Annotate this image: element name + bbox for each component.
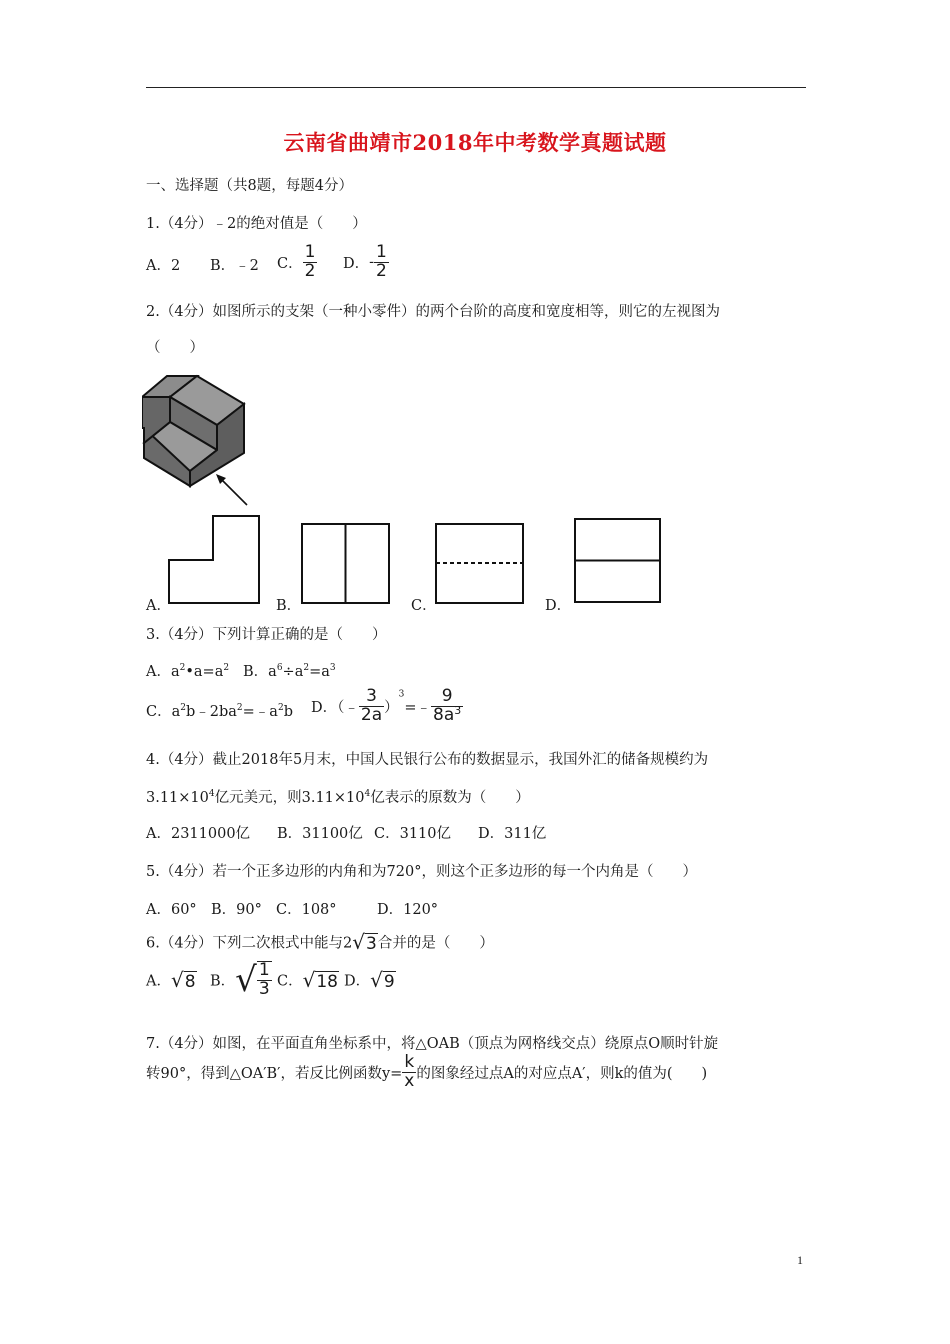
section-heading: 一、选择题（共8题，每题4分） (146, 178, 353, 194)
question-3-option-b: B．$a^6\div a^2=a^3$ (243, 663, 336, 680)
radical: √8 (170, 968, 196, 992)
question-2-option-c: C． (411, 598, 437, 614)
question-5-option-c: C．108° (276, 902, 337, 918)
question-2-paren: （ ） (146, 340, 204, 356)
stair-bracket-figure (142, 368, 272, 508)
question-4-line2: $3.11\times 10^4$亿元美元，则$3.11\times 10^4$亿表示的原数为（ ） (146, 789, 530, 806)
question-6-option-b: B．√ $\frac{1}{3}$ (210, 960, 270, 1000)
fraction: $\frac{k}{x}$ (404, 1052, 415, 1091)
question-3-option-d: D．（﹣ $\frac{3}{2a}$ ）$^3$=﹣ $\frac{9}{8a^3}$ (311, 686, 462, 725)
fraction: $\frac{9}{8a^3}$ (433, 686, 462, 725)
question-5-option-b: B．90° (211, 902, 262, 918)
question-2-option-d: D． (545, 598, 572, 614)
question-4-option-d: D．311亿 (478, 826, 547, 842)
question-1-stem: 1.（4分）﹣2的绝对值是（ ） (146, 216, 367, 232)
question-2-stem: 2.（4分）如图所示的支架（一种小零件）的两个台阶的高度和宽度相等，则它的左视图为 (146, 304, 721, 320)
fraction: $\frac{1}{2}$ (304, 242, 316, 281)
question-1-option-b: B．﹣2 (210, 258, 259, 274)
page-number: 1 (797, 1253, 803, 1267)
page-title: 云南省曲靖市2018年中考数学真题试题 (283, 130, 667, 155)
question-6-stem: 6.（4分）下列二次根式中能与2√3合并的是（ ） (146, 930, 494, 954)
question-4-option-a: A．2311000亿 (146, 826, 251, 842)
radical: √18 (302, 968, 338, 992)
option-a-l-shape (167, 514, 263, 606)
question-3-option-c: C．$a^2b﹣2ba^2=﹣a^2b$ (146, 703, 293, 720)
question-7-line2: 转90°，得到△OA′B′，若反比例函数y= $\frac{k}{x}$ 的图象经过点A的对应点A′，则k的值为( ) (146, 1052, 708, 1091)
question-4-option-b: B．31100亿 (277, 826, 363, 842)
fraction: $\frac{3}{2a}$ (360, 686, 383, 725)
option-b-split-vertical (300, 522, 392, 606)
fraction: $\frac{1}{2}$ (376, 242, 387, 281)
fraction: $\frac{1}{3}$ (258, 960, 270, 999)
question-4-option-c: C．3110亿 (374, 826, 451, 842)
view-arrow (220, 478, 247, 505)
question-2-option-a: A． (146, 598, 171, 614)
question-3-option-a: A．$a^2•a=a^2$ (146, 663, 230, 680)
question-6-option-d: D．√9 (344, 968, 395, 992)
question-5-stem: 5.（4分）若一个正多边形的内角和为720°，则这个正多边形的每一个内角是（ ） (146, 864, 697, 880)
radical: √9 (370, 968, 395, 992)
question-6-option-a: A．√8 (146, 968, 196, 992)
radical: √3 (352, 930, 377, 954)
option-d-split-horizontal (573, 517, 663, 605)
header-rule (146, 87, 806, 88)
question-1-option-d: D．- $\frac{1}{2}$ (343, 242, 387, 281)
question-2-option-b: B． (276, 598, 302, 614)
question-1-option-c: C． $\frac{1}{2}$ (277, 242, 316, 281)
question-6-option-c: C．√18 (277, 968, 338, 992)
question-4-line1: 4.（4分）截止2018年5月末，中国人民银行公布的数据显示，我国外汇的储备规模约为 (146, 752, 709, 768)
question-7-line1: 7.（4分）如图，在平面直角坐标系中，将△OAB（顶点为网格线交点）绕原点O顺时针旋 (146, 1036, 719, 1052)
question-5-option-d: D．120° (377, 902, 439, 918)
question-1-option-a: A．2 (146, 258, 181, 274)
option-c-dashed (434, 522, 526, 606)
radical: √ (235, 960, 257, 1000)
question-5-option-a: A．60° (146, 902, 197, 918)
question-3-stem: 3.（4分）下列计算正确的是（ ） (146, 627, 387, 643)
